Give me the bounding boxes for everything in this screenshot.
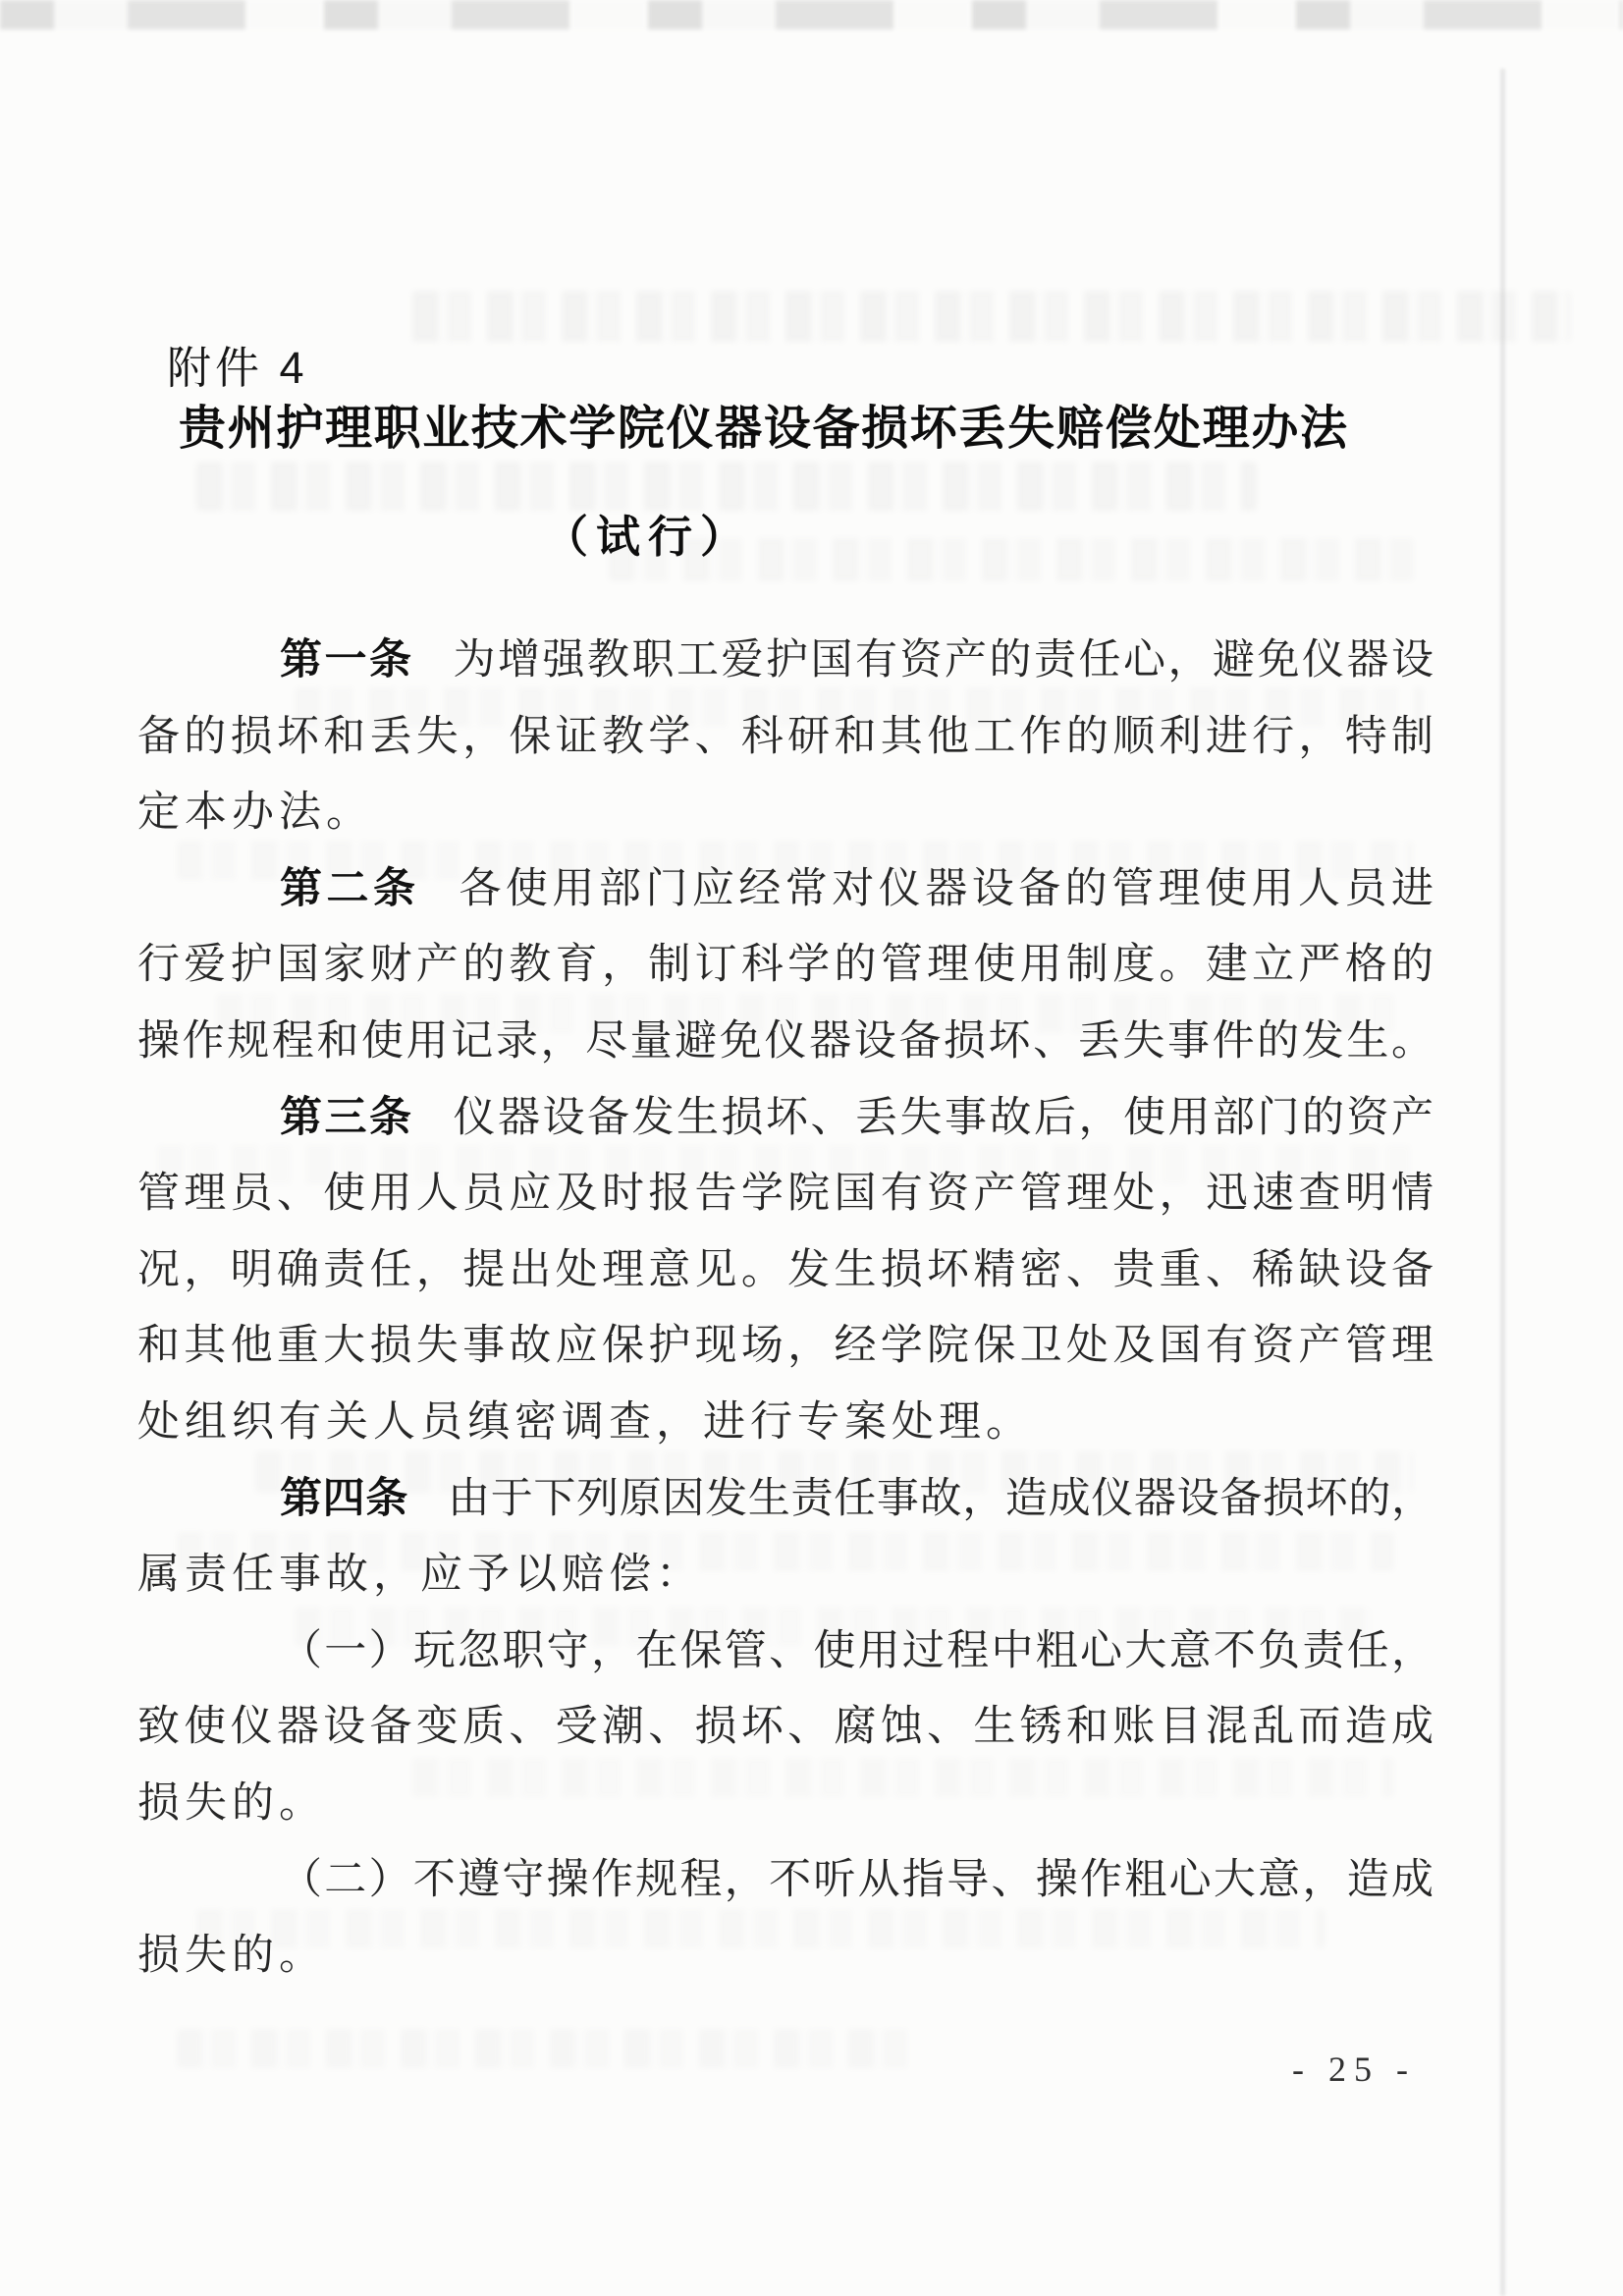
attachment-label: 附件 4	[167, 343, 308, 393]
document-line: 管理员、使用人员应及时报告学院国有资产管理处，迅速查明情	[137, 1171, 1434, 1218]
article-number-label: 第二条	[280, 864, 420, 912]
line-text: 由于下列原因发生责任事故，造成仪器设备损坏的，	[448, 1475, 1434, 1522]
page-number: - 25 -	[1292, 2050, 1416, 2089]
document-line: 处组织有关人员缜密调查，进行专案处理。	[137, 1398, 1033, 1446]
document-line: 损失的。	[137, 1779, 326, 1827]
document-line: （一）玩忽职守，在保管、使用过程中粗心大意不负责任，	[280, 1627, 1434, 1674]
document-line	[137, 851, 1434, 928]
article-number-label: 第三条	[280, 1093, 414, 1141]
bleed-through-artifact	[177, 2029, 923, 2068]
bleed-through-artifact	[412, 291, 1571, 342]
document-body	[137, 623, 1434, 1995]
document-line: 损失的。	[137, 1933, 326, 1980]
document-line: 行爱护国家财产的教育，制订科学的管理使用制度。建立严格的	[137, 942, 1434, 989]
scan-edge-artifact	[1500, 69, 1505, 2296]
document-line: 况，明确责任，提出处理意见。发生损坏精密、贵重、稀缺设备	[137, 1246, 1434, 1293]
document-line: 备的损坏和丢失，保证教学、科研和其他工作的顺利进行，特制	[137, 713, 1434, 760]
document-line: 操作规程和使用记录，尽量避免仪器设备损坏、丢失事件的发生。	[137, 1017, 1434, 1065]
document-line: 致使仪器设备变质、受潮、损坏、腐蚀、生锈和账目混乱而造成	[137, 1704, 1434, 1751]
document-line: 和其他重大损失事故应保护现场，经学院保卫处及国有资产管理	[137, 1323, 1434, 1370]
document-line	[137, 623, 1434, 699]
scan-edge-artifact	[0, 0, 1623, 29]
article-number-label: 第四条	[280, 1474, 409, 1522]
line-text: 仪器设备发生损坏、丢失事故后，使用部门的资产	[453, 1094, 1434, 1141]
document-line	[137, 1080, 1434, 1157]
document-line: 定本办法。	[137, 790, 373, 837]
document-subtitle: （试行）	[543, 512, 752, 562]
document-line	[137, 1461, 1434, 1538]
line-text: 各使用部门应经常对仪器设备的管理使用人员进	[459, 865, 1434, 912]
article-number-label: 第一条	[280, 636, 414, 683]
document-title: 贵州护理职业技术学院仪器设备损坏丢失赔偿处理办法	[179, 403, 1347, 455]
line-text: 为增强教职工爱护国有资产的责任心，避免仪器设	[453, 637, 1434, 683]
document-line: 属责任事故，应予以赔偿：	[137, 1552, 703, 1599]
document-line: （二）不遵守操作规程，不听从指导、操作粗心大意，造成	[280, 1856, 1434, 1903]
